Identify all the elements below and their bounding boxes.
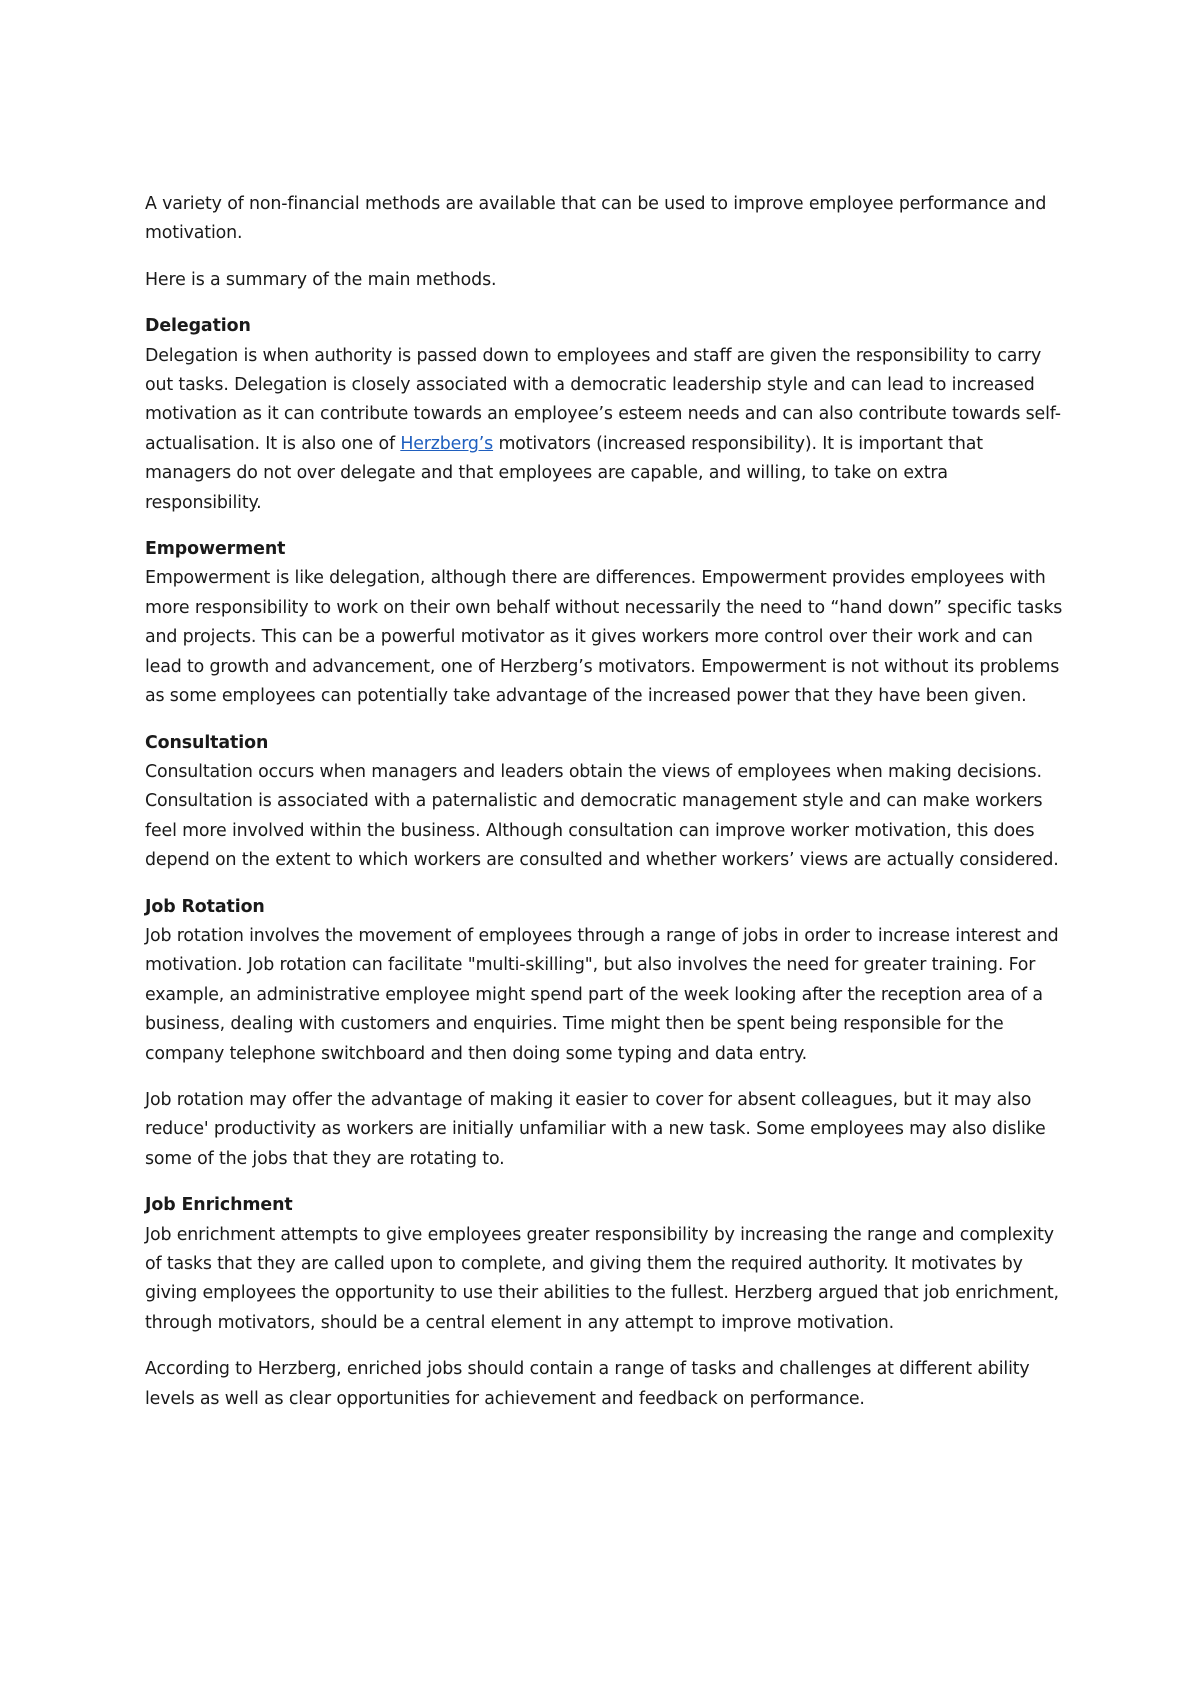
section-heading-empowerment: Empowerment [145, 539, 286, 560]
herzberg-link[interactable]: Herzberg’s [400, 433, 494, 454]
section-body-job-enrichment: Job enrichment attempts to give employees greater responsibility by increasing the range and complexity of tasks that they are called upon to complete, and giving them the required authority. It motivates by giving employees the opportunity to use their abilities to the fullest. Herzberg argued that job enrichment, through motivators, should be a central element in any attempt to improve motivation. [145, 1224, 1059, 1333]
section-body-job-rotation-2: Job rotation may offer the advantage of making it easier to cover for absent colleagues, but it may also reduce' productivity as workers are initially unfamiliar with a new task. Some employees may also dislike some of the jobs that they are rotating to. [145, 1089, 1046, 1169]
document-page [145, 190, 1065, 1431]
section-empowerment [145, 535, 1065, 711]
section-heading-job-enrichment: Job Enrichment [145, 1195, 293, 1216]
section-body-empowerment: Empowerment is like delegation, although there are differences. Empowerment provides employees with more responsibility to work on their own behalf without necessarily the need to “hand down” specific tasks and projects. This can be a powerful motivator as it gives workers more control over their work and can lead to growth and advancement, one of Herzberg’s motivators. Empowerment is not without its problems as some employees can potentially take advantage of the increased power that they have been given. [145, 568, 1063, 707]
section-heading-consultation: Consultation [145, 732, 269, 753]
section-job-rotation [145, 893, 1065, 1069]
section-body-job-enrichment-2: According to Herzberg, enriched jobs should contain a range of tasks and challenges at different ability levels as well as clear opportunities for achievement and feedback on performance. [145, 1359, 1030, 1409]
section-body-job-rotation: Job rotation involves the movement of employees through a range of jobs in order to increase interest and motivation. Job rotation can facilitate "multi-skilling", but also involves the need for greater training. For example, an administrative employee might spend part of the week looking after the reception area of a business, dealing with customers and enquiries. Time might then be spent being responsible for the company telephone switchboard and then doing some typing and data entry. [145, 925, 1059, 1064]
section-delegation [145, 312, 1065, 518]
delegation-text-end: motivators (increased responsibility). It is important that managers do not over delegate and that employees are capable, and willing, to take on extra responsibility. [145, 433, 983, 513]
section-heading-job-rotation: Job Rotation [145, 896, 265, 917]
section-body-delegation [145, 342, 1065, 518]
intro-summary: Here is a summary of the main methods. [145, 269, 497, 290]
section-body-consultation: Consultation occurs when managers and leaders obtain the views of employees when making decisions. Consultation is associated with a paternalistic and democratic management style and can make workers feel more involved within the business. Although consultation can improve worker motivation, this does depend on the extent to which workers are consulted and whether workers’ views are actually considered. [145, 761, 1059, 871]
intro-paragraph: A variety of non-financial methods are available that can be used to improve employee performance and motivation. [145, 194, 1047, 244]
section-consultation [145, 729, 1065, 876]
section-heading-delegation: Delegation [145, 316, 251, 337]
section-job-enrichment [145, 1191, 1065, 1338]
delegation-text-start: Delegation is when authority is passed down to employees and staff are given the responsibility to carry out tasks. Delegation is closely associated with a democratic leadership style and can lead to increased motivation as it can contribute towards an employee’s esteem needs and can also contribute towards self-actualisation. It is also one of [145, 345, 1061, 454]
